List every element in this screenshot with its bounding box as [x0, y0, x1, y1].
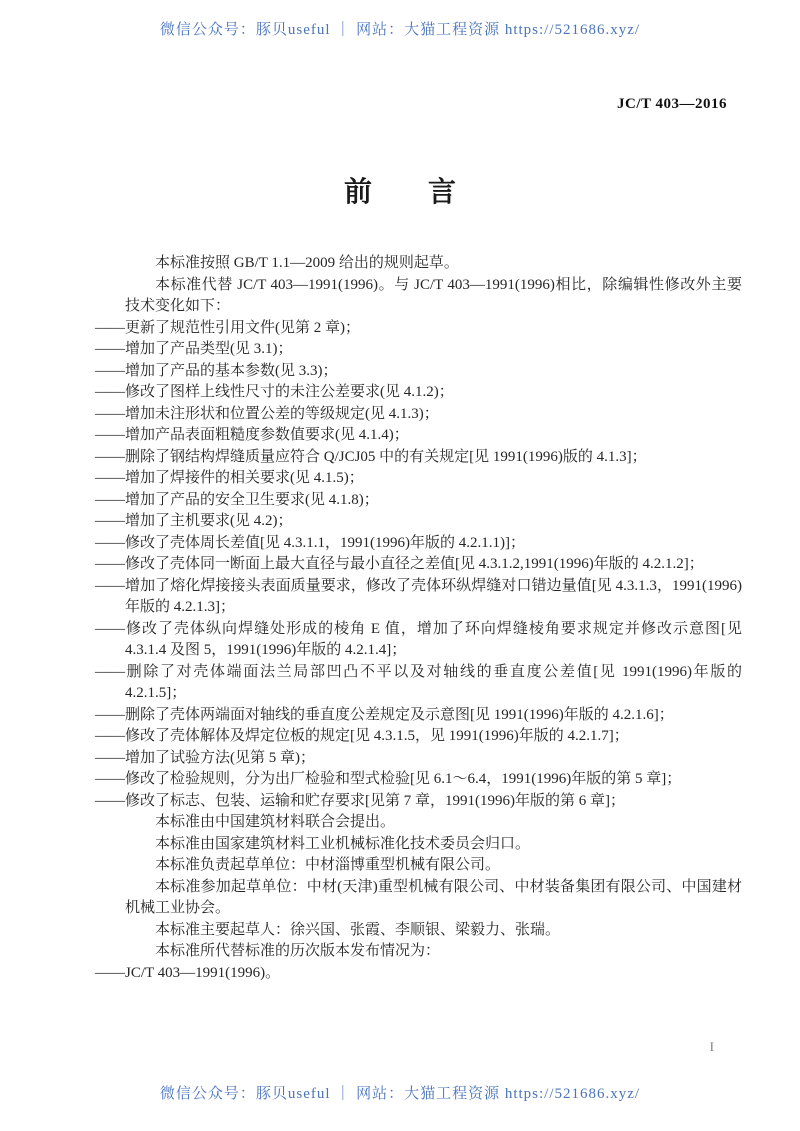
paragraph: 本标准所代替标准的历次版本发布情况为： — [155, 943, 441, 959]
change-list-item: ——增加了熔化焊接接头表面质量要求，修改了壳体环纵焊缝对口错边量值[见 4.3.1.3，1991(1996)年版的 4.2.1.3]； — [95, 577, 742, 615]
change-list-item: ——增加了主机要求(见 4.2)； — [95, 513, 293, 529]
standard-number: JC/T 403—2016 — [617, 96, 727, 112]
change-list-item: ——增加了试验方法(见第 5 章)； — [95, 749, 315, 766]
change-list-item: ——删除了对壳体端面法兰局部凹凸不平以及对轴线的垂直度公差值[见 1991(1996)年版的 4.2.1.5]； — [95, 663, 742, 701]
paragraph: 本标准负责起草单位：中材淄博重型机械有限公司。 — [155, 857, 501, 873]
watermark-header: 微信公众号：豚贝useful ｜ 网站：大猫工程资源 https://521686.xyz/ — [159, 22, 641, 38]
change-list-item: ——增加了焊接件的相关要求(见 4.1.5)； — [95, 470, 364, 486]
change-list-item: ——修改了壳体解体及焊定位板的规定[见 4.3.1.5，见 1991(1996)年版的 4.2.1.7]； — [95, 728, 629, 744]
foreword-body — [95, 253, 742, 984]
change-list-item: ——修改了壳体周长差值[见 4.3.1.1，1991(1996)年版的 4.2.1.1)]； — [95, 534, 525, 551]
paragraph: 本标准代替 JC/T 403—1991(1996)。与 JC/T 403—1991(1996)相比，除编辑性修改外主要技术变化如下： — [125, 276, 742, 314]
change-list-item: ——增加未注形状和位置公差的等级规定(见 4.1.3)； — [95, 405, 439, 422]
change-list-item: ——删除了钢结构焊缝质量应符合 Q/JCJ05 中的有关规定[见 1991(1996)版的 4.1.3]； — [95, 448, 647, 465]
change-list-item: ——增加产品表面粗糙度参数值要求(见 4.1.4)； — [95, 427, 409, 443]
page-number: I — [709, 1039, 714, 1054]
paragraph: 本标准由国家建筑材料工业机械标准化技术委员会归口。 — [155, 835, 531, 852]
change-list-item: ——修改了图样上线性尺寸的未注公差要求(见 4.1.2)； — [95, 384, 454, 400]
change-list-item: ——增加了产品的安全卫生要求(见 4.1.8)； — [95, 491, 379, 508]
paragraph: 本标准参加起草单位：中材(天津)重型机械有限公司、中材装备集团有限公司、中国建材机械工业协会。 — [125, 878, 742, 916]
change-list-item: ——增加了产品类型(见 3.1)； — [95, 341, 293, 357]
change-list-item: ——更新了规范性引用文件(见第 2 章)； — [95, 319, 360, 336]
change-list-item: ——修改了检验规则，分为出厂检验和型式检验[见 6.1～6.4，1991(1996)年版的第 5 章]； — [95, 771, 682, 787]
page-title: 前 言 — [343, 177, 456, 208]
paragraph: 本标准由中国建筑材料联合会提出。 — [155, 814, 396, 830]
paragraph: 本标准主要起草人：徐兴国、张霞、李顺银、梁毅力、张瑞。 — [155, 921, 561, 938]
paragraph: 本标准按照 GB/T 1.1—2009 给出的规则起草。 — [155, 255, 459, 271]
change-list-item: ——修改了壳体纵向焊缝处形成的棱角 E 值，增加了环向焊缝棱角要求规定并修改示意图[见 4.3.1.4 及图 5，1991(1996)年版的 4.2.1.4]； — [95, 620, 742, 658]
change-list-item: ——JC/T 403—1991(1996)。 — [95, 964, 281, 981]
watermark-footer: 微信公众号：豚贝useful ｜ 网站：大猫工程资源 https://521686.xyz/ — [159, 1086, 641, 1102]
change-list-item: ——修改了标志、包装、运输和贮存要求[见第 7 章，1991(1996)年版的第 6 章]； — [95, 792, 625, 809]
change-list-item: ——删除了壳体两端面对轴线的垂直度公差规定及示意图[见 1991(1996)年版的 4.2.1.6]； — [95, 706, 674, 723]
change-list-item: ——修改了壳体同一断面上最大直径与最小直径之差值[见 4.3.1.2,1991(1996)年版的 4.2.1.2]； — [95, 556, 704, 572]
change-list-item: ——增加了产品的基本参数(见 3.3)； — [95, 362, 338, 379]
